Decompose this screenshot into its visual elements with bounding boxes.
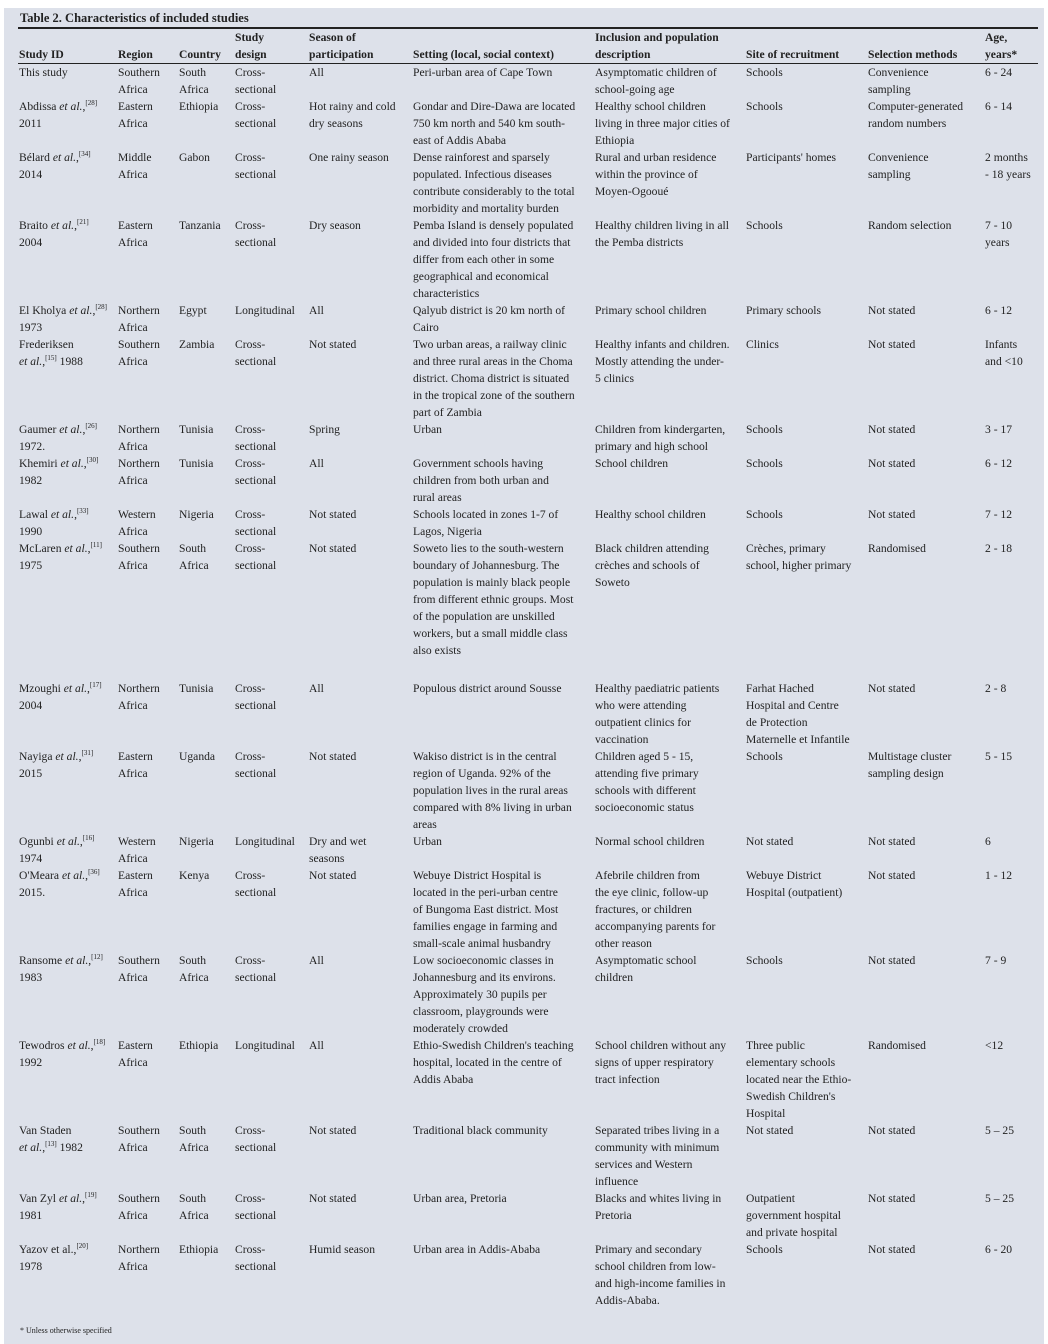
study-year: 1982 <box>59 1141 83 1154</box>
study-id-cell: Ransome et al.,[12] 1983 <box>19 953 103 984</box>
season-cell: Spring <box>309 423 340 436</box>
study-year: 2011 <box>19 117 42 130</box>
et-al: et al. <box>65 954 89 967</box>
table-row <box>18 1037 1038 1122</box>
age-cell: 6 - 14 <box>985 100 1013 113</box>
reference-number: [16] <box>82 834 95 842</box>
study-author: Ransome <box>19 954 63 967</box>
design-cell: Longitudinal <box>235 1039 295 1052</box>
study-year: 2014 <box>19 168 43 181</box>
setting-cell: Populous district around Sousse <box>413 682 562 695</box>
table-row <box>18 1190 1038 1241</box>
site-cell: Three public elementary schools located near the Ethio- Swedish Children's Hospital <box>746 1039 852 1120</box>
design-cell: Cross- sectional <box>235 423 277 453</box>
et-al: et al. <box>63 682 87 695</box>
setting-cell: Two urban areas, a railway clinic and three rural areas in the Choma district. Choma district is situated in the tropical zone of the southern part of Zambia <box>413 338 575 419</box>
season-cell: All <box>309 954 324 967</box>
selection-cell: Not stated <box>868 1243 916 1256</box>
reference-number: [12] <box>91 953 103 961</box>
region-cell: Eastern Africa <box>118 100 153 130</box>
country-cell: Kenya <box>179 869 210 882</box>
age-cell: 7 - 10 years <box>985 219 1013 249</box>
table-row <box>18 952 1038 1037</box>
column-header: Country <box>178 29 234 64</box>
study-year: 1981 <box>19 1209 43 1222</box>
column-header: Setting (local, social context) <box>412 29 594 64</box>
inclusion-cell: Separated tribes living in a community with minimum services and Western influence <box>595 1124 720 1188</box>
site-cell: Schools <box>746 423 783 436</box>
season-cell: All <box>309 304 324 317</box>
age-cell: 2 - 8 <box>985 682 1007 695</box>
age-cell: 6 - 12 <box>985 304 1013 317</box>
season-cell: Not stated <box>309 869 357 882</box>
design-cell: Cross- sectional <box>235 682 277 712</box>
season-cell: All <box>309 1039 324 1052</box>
setting-cell: Webuye District Hospital is located in the peri-urban centre of Bungoma East district. Most families engage in farming and small-scale animal husbandry <box>413 869 559 950</box>
setting-cell: Wakiso district is in the central region of Uganda. 92% of the population lives in the rural areas compared with 8% living in urban areas <box>413 750 572 831</box>
inclusion-cell: Afebrile children from the eye clinic, follow-up fractures, or children accompanying parents for other reason <box>595 869 716 950</box>
age-cell: 5 – 25 <box>985 1192 1014 1205</box>
age-cell: 2 months - 18 years <box>985 151 1031 181</box>
region-cell: Northern Africa <box>118 682 160 712</box>
column-header: Site of recruitment <box>745 29 867 64</box>
reference-number: [34] <box>78 150 91 158</box>
season-cell: All <box>309 66 324 79</box>
country-cell: South Africa <box>179 542 209 572</box>
country-cell: South Africa <box>179 954 209 984</box>
study-author: Abdissa <box>19 100 57 113</box>
age-cell: 5 – 25 <box>985 1124 1014 1137</box>
study-id-cell: Yazov et al.,[20] 1978 <box>19 1242 89 1273</box>
season-cell: Dry season <box>309 219 361 232</box>
et-al: et al. <box>69 304 93 317</box>
site-cell: Schools <box>746 954 783 967</box>
country-cell: Tunisia <box>179 457 214 470</box>
site-cell: Primary schools <box>746 304 822 317</box>
site-cell: Not stated <box>746 835 794 848</box>
study-id-cell: Bélard et al.,[34] 2014 <box>19 150 91 181</box>
et-al: et al. <box>55 750 79 763</box>
season-cell: Not stated <box>309 1192 357 1205</box>
study-year: 1988 <box>59 355 83 368</box>
selection-cell: Not stated <box>868 869 916 882</box>
study-author: Lawal <box>19 508 48 521</box>
study-author: This study <box>19 66 68 79</box>
site-cell: Schools <box>746 1243 783 1256</box>
country-cell: Uganda <box>179 750 216 763</box>
reference-number: [11] <box>90 541 102 549</box>
region-cell: Southern Africa <box>118 338 160 368</box>
season-cell: Humid season <box>309 1243 376 1256</box>
study-id-cell <box>18 64 117 99</box>
age-cell: 3 - 17 <box>985 423 1013 436</box>
site-cell: Participants' homes <box>746 151 836 164</box>
inclusion-cell: School children without any signs of upper respiratory tract infection <box>595 1039 727 1086</box>
season-cell: Dry and wet seasons <box>309 835 367 865</box>
country-cell: Tunisia <box>179 423 214 436</box>
column-header: Region <box>117 29 178 64</box>
et-al: et al. <box>19 1141 43 1154</box>
table-row <box>18 680 1038 748</box>
region-cell: Southern Africa <box>118 1124 160 1154</box>
inclusion-cell: Blacks and whites living in Pretoria <box>595 1192 722 1222</box>
setting-cell: Schools located in zones 1-7 of Lagos, Nigeria <box>413 508 559 538</box>
column-header: Season of participation <box>308 29 412 64</box>
region-cell: Northern Africa <box>118 1243 160 1273</box>
study-author: Ogunbi <box>19 835 54 848</box>
reference-number: [30] <box>86 456 99 464</box>
inclusion-cell: Black children attending crèches and schools of Soweto <box>595 542 709 589</box>
reference-number: [28] <box>95 303 108 311</box>
country-cell: Tunisia <box>179 682 214 695</box>
study-year: 2004 <box>19 236 43 249</box>
column-header: Study design <box>234 29 308 64</box>
et-al: et al. <box>19 355 43 368</box>
table-row <box>18 1241 1038 1321</box>
study-id-cell: Mzoughi et al.,[17] 2004 <box>19 681 102 712</box>
header-row <box>18 29 1038 64</box>
study-author: Van Zyl <box>19 1192 57 1205</box>
selection-cell: Not stated <box>868 835 916 848</box>
selection-cell: Computer-generated random numbers <box>868 100 964 130</box>
et-al: et al. <box>61 869 86 882</box>
table-row <box>18 540 1038 680</box>
table-row <box>18 98 1038 149</box>
design-cell: Cross- sectional <box>235 151 277 181</box>
study-author: El Kholya <box>19 304 67 317</box>
age-cell: 6 - 12 <box>985 457 1013 470</box>
selection-cell: Not stated <box>868 423 916 436</box>
study-year: 1974 <box>19 852 43 865</box>
selection-cell: Not stated <box>868 1124 916 1137</box>
study-year: 1972. <box>19 440 46 453</box>
age-cell: <12 <box>985 1039 1004 1052</box>
setting-cell: Soweto lies to the south-western boundary of Johannesburg. The population is mainly black people from different ethnic groups. Most of the population are unskilled workers, but a small middle class also exists <box>413 542 574 657</box>
inclusion-cell: Primary school children <box>595 304 707 317</box>
site-cell: Outpatient government hospital and private hospital <box>746 1192 841 1239</box>
region-cell: Eastern Africa <box>118 750 153 780</box>
age-cell: 5 - 15 <box>985 750 1013 763</box>
reference-number: [36] <box>88 868 100 876</box>
setting-cell: Urban area, Pretoria <box>413 1192 507 1205</box>
study-id-cell: Ogunbi et al.,[16] 1974 <box>19 834 95 865</box>
country-cell: South Africa <box>179 66 209 96</box>
design-cell: Cross- sectional <box>235 954 277 984</box>
selection-cell: Not stated <box>868 304 916 317</box>
study-id-cell: Nayiga et al.,[31] 2015 <box>19 749 94 780</box>
season-cell: Not stated <box>309 338 357 351</box>
et-al: et al. <box>58 1192 83 1205</box>
study-id-cell: Abdissa et al.,[28] 2011 <box>19 99 98 130</box>
region-cell: Northern Africa <box>118 457 160 487</box>
site-cell: Schools <box>746 750 783 763</box>
setting-cell: Traditional black community <box>413 1124 548 1137</box>
age-cell: 1 - 12 <box>985 869 1013 882</box>
season-cell: Not stated <box>309 750 357 763</box>
et-al: et al. <box>64 542 88 555</box>
reference-number: [17] <box>89 681 102 689</box>
season-cell: All <box>309 682 324 695</box>
setting-cell: Peri-urban area of Cape Town <box>413 66 553 79</box>
study-author: Bélard <box>19 151 50 164</box>
region-cell: Eastern Africa <box>118 869 153 899</box>
inclusion-cell: Healthy children living in all the Pemba districts <box>595 219 729 249</box>
setting-cell: Urban <box>413 835 442 848</box>
country-cell: Tanzania <box>179 219 221 232</box>
selection-cell: Not stated <box>868 682 916 695</box>
study-year: 1990 <box>19 525 43 538</box>
setting-cell: Urban area in Addis-Ababa <box>413 1243 541 1256</box>
column-header: Study ID <box>18 29 117 64</box>
reference-number: [20] <box>76 1242 89 1250</box>
selection-cell: Not stated <box>868 508 916 521</box>
et-al: et al. <box>59 423 83 436</box>
site-cell: Not stated <box>746 1124 794 1137</box>
site-cell: Farhat Hached Hospital and Centre de Protection Maternelle et Infantile <box>746 682 850 746</box>
setting-cell: Government schools having children from both urban and rural areas <box>413 457 549 504</box>
selection-cell: Not stated <box>868 338 916 351</box>
setting-cell: Low socioeconomic classes in Johannesburg and its environs. Approximately 30 pupils per classroom, playgrounds were moderately crowded <box>413 954 556 1035</box>
column-header: Selection methods <box>867 29 984 64</box>
setting-cell: Urban <box>413 423 442 436</box>
study-author: Mzoughi <box>19 682 61 695</box>
region-cell: Southern Africa <box>118 954 160 984</box>
country-cell: Gabon <box>179 151 210 164</box>
reference-number: [26] <box>85 422 98 430</box>
age-cell: 7 - 12 <box>985 508 1013 521</box>
document-page <box>4 8 1044 1344</box>
season-cell: Not stated <box>309 542 357 555</box>
study-author: McLaren <box>19 542 62 555</box>
study-year: 1973 <box>19 321 43 334</box>
design-cell: Cross- sectional <box>235 542 277 572</box>
study-id-cell: Van Zyl et al.,[19] 1981 <box>19 1191 97 1222</box>
region-cell: Eastern Africa <box>118 1039 153 1069</box>
selection-cell: Multistage cluster sampling design <box>868 750 952 780</box>
setting-cell: Qalyub district is 20 km north of Cairo <box>413 304 565 334</box>
reference-number: [21] <box>76 218 89 226</box>
column-header: Age, years* <box>984 29 1038 64</box>
region-cell: Northern Africa <box>118 304 160 334</box>
study-author: Khemiri <box>19 457 58 470</box>
inclusion-cell: School children <box>595 457 669 470</box>
country-cell: South Africa <box>179 1124 209 1154</box>
region-cell: Southern Africa <box>118 66 160 96</box>
region-cell: Southern Africa <box>118 1192 160 1222</box>
region-cell: Eastern Africa <box>118 219 153 249</box>
study-author: Tewodros <box>19 1039 65 1052</box>
selection-cell: Not stated <box>868 1192 916 1205</box>
selection-cell: Randomised <box>868 542 926 555</box>
table-row <box>18 64 1038 99</box>
country-cell: Ethiopia <box>179 100 219 113</box>
setting-cell: Pemba Island is densely populated and divided into four districts that differ from each other in some geographical and economical characteristics <box>413 219 574 300</box>
design-cell: Cross- sectional <box>235 66 277 96</box>
study-id-cell: Frederiksen et al.,[15] 1988 <box>19 338 83 368</box>
site-cell: Schools <box>746 100 783 113</box>
table-row <box>18 1122 1038 1190</box>
inclusion-cell: Children from kindergarten, primary and high school <box>595 423 726 453</box>
setting-cell: Ethio-Swedish Children's teaching hospital, located in the centre of Addis Ababa <box>413 1039 574 1086</box>
country-cell: South Africa <box>179 1192 209 1222</box>
season-cell: All <box>309 457 324 470</box>
table-row <box>18 336 1038 421</box>
region-cell: Western Africa <box>118 508 156 538</box>
inclusion-cell: Children aged 5 - 15, attending five primary schools with different socioeconomic status <box>595 750 699 814</box>
study-id-cell: McLaren et al.,[11] 1975 <box>19 541 102 572</box>
study-author: Braito <box>19 219 48 232</box>
design-cell: Cross- sectional <box>235 457 277 487</box>
et-al: et al. <box>59 100 83 113</box>
reference-number: [18] <box>93 1038 106 1046</box>
design-cell: Cross- sectional <box>235 869 277 899</box>
study-year: 1982 <box>19 474 43 487</box>
age-cell: 6 <box>985 835 991 848</box>
setting-cell: Dense rainforest and sparsely populated. Infectious diseases contribute considerably to the total morbidity and mortality burden <box>413 151 575 215</box>
studies-table <box>18 29 1038 1321</box>
study-id-cell: Gaumer et al.,[26] 1972. <box>19 422 98 453</box>
et-al: et al. <box>50 508 75 521</box>
study-id-cell: El Kholya et al.,[28] 1973 <box>19 303 108 334</box>
design-cell: Cross- sectional <box>235 338 277 368</box>
design-cell: Cross- sectional <box>235 219 277 249</box>
selection-cell: Randomised <box>868 1039 926 1052</box>
site-cell: Schools <box>746 66 783 79</box>
table-title: Table 2. Characteristics of included studies <box>20 11 249 25</box>
design-cell: Cross- sectional <box>235 1192 277 1222</box>
study-id-cell: Tewodros et al.,[18] 1992 <box>19 1038 106 1069</box>
selection-cell: Not stated <box>868 457 916 470</box>
reference-number: [13] <box>45 1140 57 1148</box>
et-al: et al. <box>52 151 76 164</box>
selection-cell: Not stated <box>868 954 916 967</box>
study-id-cell: Braito et al.,[21] 2004 <box>19 218 89 249</box>
inclusion-cell: Healthy paediatric patients who were attending outpatient clinics for vaccination <box>595 682 720 746</box>
region-cell: Northern Africa <box>118 423 160 453</box>
study-year: 1983 <box>19 971 43 984</box>
site-cell: Webuye District Hospital (outpatient) <box>746 869 843 899</box>
study-author: Yazov <box>19 1243 49 1256</box>
table-row <box>18 455 1038 506</box>
reference-number: [28] <box>85 99 98 107</box>
table-row <box>18 421 1038 455</box>
table-row <box>18 302 1038 336</box>
site-cell: Crèches, primary school, higher primary <box>746 542 852 572</box>
season-cell: Hot rainy and cold dry seasons <box>309 100 396 130</box>
age-cell: 2 - 18 <box>985 542 1013 555</box>
age-cell: 6 - 24 <box>985 66 1013 79</box>
study-id-cell: Lawal et al.,[33] 1990 <box>19 507 89 538</box>
inclusion-cell: Asymptomatic children of school-going age <box>595 66 717 96</box>
study-author: Van Staden <box>19 1124 72 1137</box>
selection-cell: Convenience sampling <box>868 151 929 181</box>
country-cell: Nigeria <box>179 508 214 521</box>
country-cell: Ethiopia <box>179 1243 219 1256</box>
reference-number: [15] <box>45 354 57 362</box>
column-header: Inclusion and population description <box>594 29 745 64</box>
age-cell: 7 - 9 <box>985 954 1007 967</box>
design-cell: Longitudinal <box>235 304 295 317</box>
study-year: 1975 <box>19 559 43 572</box>
et-al: et al. <box>50 219 75 232</box>
reference-number: [33] <box>76 507 89 515</box>
design-cell: Cross- sectional <box>235 750 277 780</box>
inclusion-cell: Asymptomatic school children <box>595 954 697 984</box>
reference-number: [31] <box>81 749 94 757</box>
et-al: et al. <box>60 457 84 470</box>
study-author: Gaumer <box>19 423 57 436</box>
country-cell: Zambia <box>179 338 215 351</box>
selection-cell: Convenience sampling <box>868 66 929 96</box>
study-year: 1992 <box>19 1056 43 1069</box>
table-row <box>18 217 1038 302</box>
site-cell: Clinics <box>746 338 779 351</box>
et-al: et al. <box>67 1039 91 1052</box>
et-al: et al. <box>51 1243 74 1256</box>
site-cell: Schools <box>746 219 783 232</box>
design-cell: Cross- sectional <box>235 1124 277 1154</box>
region-cell: Middle Africa <box>118 151 152 181</box>
study-id-cell: Van Staden et al.,[13] 1982 <box>19 1124 83 1154</box>
study-author: O'Meara <box>19 869 60 882</box>
selection-cell: Random selection <box>868 219 952 232</box>
age-cell: Infants and <10 <box>985 338 1023 368</box>
site-cell: Schools <box>746 508 783 521</box>
study-year: 2015 <box>19 767 43 780</box>
age-cell: 6 - 20 <box>985 1243 1013 1256</box>
design-cell: Cross- sectional <box>235 1243 277 1273</box>
inclusion-cell: Rural and urban residence within the province of Moyen-Ogooué <box>595 151 717 198</box>
design-cell: Cross- sectional <box>235 100 277 130</box>
table-row <box>18 833 1038 867</box>
table-row <box>18 149 1038 217</box>
study-id-cell: Khemiri et al.,[30] 1982 <box>19 456 99 487</box>
study-author: Frederiksen <box>19 338 74 351</box>
study-year: 2004 <box>19 699 43 712</box>
season-cell: One rainy season <box>309 151 389 164</box>
inclusion-cell: Healthy school children <box>595 508 706 521</box>
inclusion-cell: Primary and secondary school children from low- and high-income families in Addis-Ababa. <box>595 1243 726 1307</box>
site-cell: Schools <box>746 457 783 470</box>
study-year: 1978 <box>19 1260 43 1273</box>
inclusion-cell: Healthy infants and children. Mostly attending the under- 5 clinics <box>595 338 730 385</box>
footnote: * Unless otherwise specified <box>20 1326 112 1335</box>
country-cell: Ethiopia <box>179 1039 219 1052</box>
region-cell: Southern Africa <box>118 542 160 572</box>
table-row <box>18 867 1038 952</box>
table-row <box>18 506 1038 540</box>
country-cell: Egypt <box>179 304 207 317</box>
season-cell: Not stated <box>309 508 357 521</box>
season-cell: Not stated <box>309 1124 357 1137</box>
region-cell: Western Africa <box>118 835 156 865</box>
design-cell: Cross- sectional <box>235 508 277 538</box>
inclusion-cell: Healthy school children living in three major cities of Ethiopia <box>595 100 730 147</box>
inclusion-cell: Normal school children <box>595 835 705 848</box>
design-cell: Longitudinal <box>235 835 295 848</box>
setting-cell: Gondar and Dire-Dawa are located 750 km north and 540 km south- east of Addis Ababa <box>413 100 576 147</box>
et-al: et al. <box>56 835 80 848</box>
reference-number: [19] <box>85 1191 97 1199</box>
study-id-cell: O'Meara et al.,[36] 2015. <box>19 868 100 899</box>
study-year: 2015. <box>19 886 46 899</box>
study-author: Nayiga <box>19 750 53 763</box>
table-row <box>18 748 1038 833</box>
country-cell: Nigeria <box>179 835 214 848</box>
